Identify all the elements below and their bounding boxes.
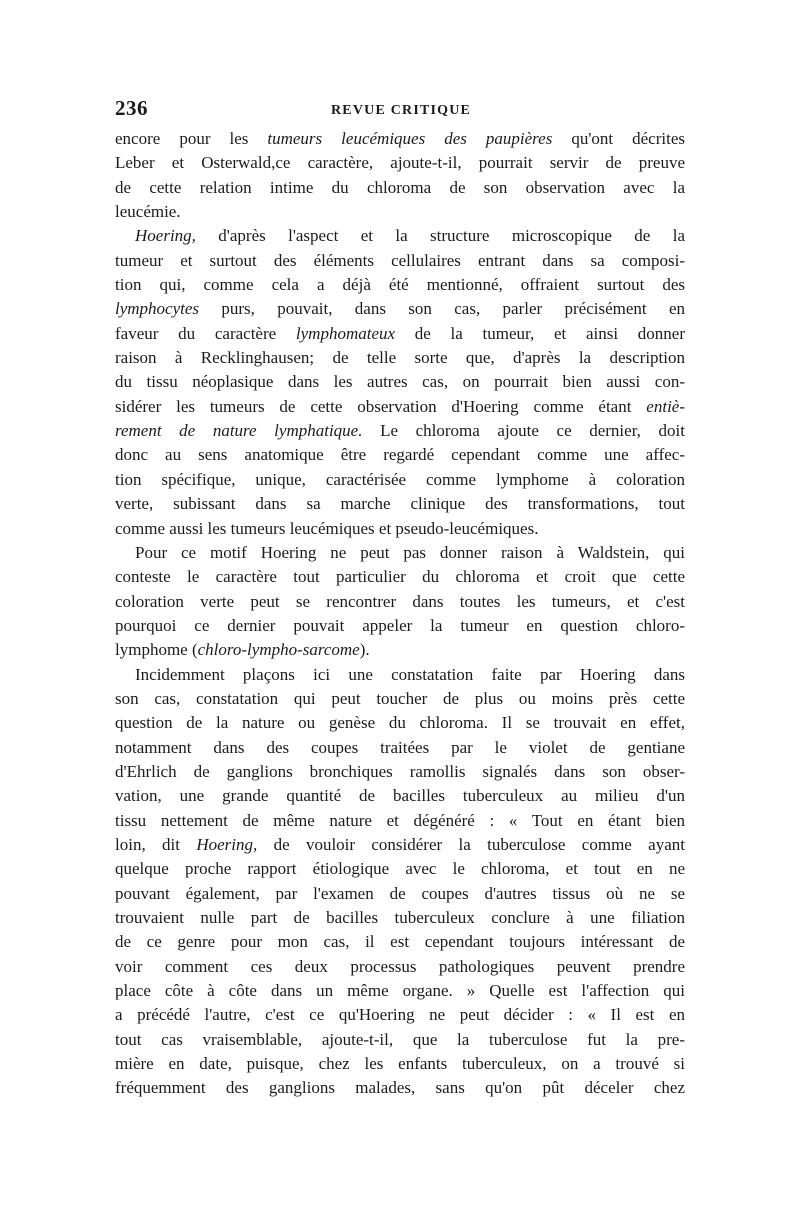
text-line: sidérer les tumeurs de cette observation d'Hoering comme étant entiè- xyxy=(115,396,685,416)
text-line: tion spécifique, unique, caractérisée comme lymphome à coloration xyxy=(115,469,685,489)
text-line: du tissu néoplasique dans les autres cas, on pourrait bien aussi con- xyxy=(115,372,685,392)
text-line: loin, dit Hoering, de vouloir considérer la tuberculose comme ayant xyxy=(115,834,685,854)
text-line: comme aussi les tumeurs leucémiques et pseudo-leucémiques. xyxy=(115,518,539,538)
text-line: tion qui, comme cela a déjà été mentionné, offraient surtout des xyxy=(115,275,685,295)
text-line: raison à Recklinghausen; de telle sorte que, d'après la description xyxy=(115,348,685,368)
text-line: de cette relation intime du chloroma de son observation avec la xyxy=(115,177,685,197)
text-line: voir comment ces deux processus pathologiques peuvent prendre xyxy=(115,956,685,976)
text-line: verte, subissant dans sa marche clinique des transformations, tout xyxy=(115,494,685,514)
text-line: encore pour les tumeurs leucémiques des paupières qu'ont décrites xyxy=(115,129,685,148)
text-line: quelque proche rapport étiologique avec le chloroma, et tout en ne xyxy=(115,859,685,879)
text-line: lymphocytes purs, pouvait, dans son cas, parler précisément en xyxy=(115,299,685,319)
text-line: place côte à côte dans un même organe. » Quelle est l'affection qui xyxy=(115,981,685,1001)
text-line: d'Ehrlich de ganglions bronchiques ramollis signalés dans son obser- xyxy=(115,761,685,781)
text-line: Leber et Osterwald,ce caractère, ajoute-t-il, pourrait servir de preuve xyxy=(115,153,685,173)
page-header xyxy=(115,96,685,128)
text-line: son cas, constatation qui peut toucher de plus ou moins près cette xyxy=(115,688,685,708)
text-line: a précédé l'autre, c'est ce qu'Hoering ne peut décider : « Il est en xyxy=(115,1005,685,1025)
page-number: 236 xyxy=(115,96,148,120)
text-line: faveur du caractère lymphomateux de la tumeur, et ainsi donner xyxy=(115,323,685,343)
text-line: Hoering, d'après l'aspect et la structure microscopique de la xyxy=(135,226,685,246)
text-line: fréquemment des ganglions malades, sans qu'on pût déceler chez xyxy=(115,1078,685,1098)
text-line: mière en date, puisque, chez les enfants tuberculeux, on a trouvé si xyxy=(115,1054,685,1074)
body-text xyxy=(115,127,685,1101)
text-line: pouvant également, par l'examen de coupes d'autres tissus où ne se xyxy=(115,883,685,903)
text-line: coloration verte peut se rencontrer dans toutes les tumeurs, et c'est xyxy=(115,591,685,611)
text-line: Pour ce motif Hoering ne peut pas donner raison à Waldstein, qui xyxy=(135,542,685,562)
text-line: tumeur et surtout des éléments cellulaires entrant dans sa composi- xyxy=(115,250,685,270)
text-line: conteste le caractère tout particulier du chloroma et croit que cette xyxy=(115,567,685,587)
text-line: pourquoi ce dernier pouvait appeler la tumeur en question chloro- xyxy=(115,615,685,635)
text-line: trouvaient nulle part de bacilles tuberculeux conclure à une filiation xyxy=(115,908,685,927)
text-line: Incidemment plaçons ici une constatation faite par Hoering dans xyxy=(135,664,685,684)
running-head: REVUE CRITIQUE xyxy=(331,103,472,118)
text-line: rement de nature lymphatique. Le chloroma ajoute ce dernier, doit xyxy=(115,421,685,441)
text-line: lymphome (chloro-lympho-sarcome). xyxy=(115,640,370,660)
text-line: notamment dans des coupes traitées par le violet de gentiane xyxy=(115,737,685,757)
text-line: question de la nature ou genèse du chloroma. Il se trouvait en effet, xyxy=(115,713,685,733)
text-line: donc au sens anatomique être regardé cependant comme une affec- xyxy=(115,445,685,465)
text-line: tout cas vraisemblable, ajoute-t-il, que la tuberculose fut la pre- xyxy=(115,1029,685,1049)
text-line: leucémie. xyxy=(115,202,181,222)
text-line: vation, une grande quantité de bacilles tuberculeux au milieu d'un xyxy=(115,786,685,806)
text-line: de ce genre pour mon cas, il est cependant toujours intéressant de xyxy=(115,932,685,952)
text-line: tissu nettement de même nature et dégénéré : « Tout en étant bien xyxy=(115,810,685,830)
